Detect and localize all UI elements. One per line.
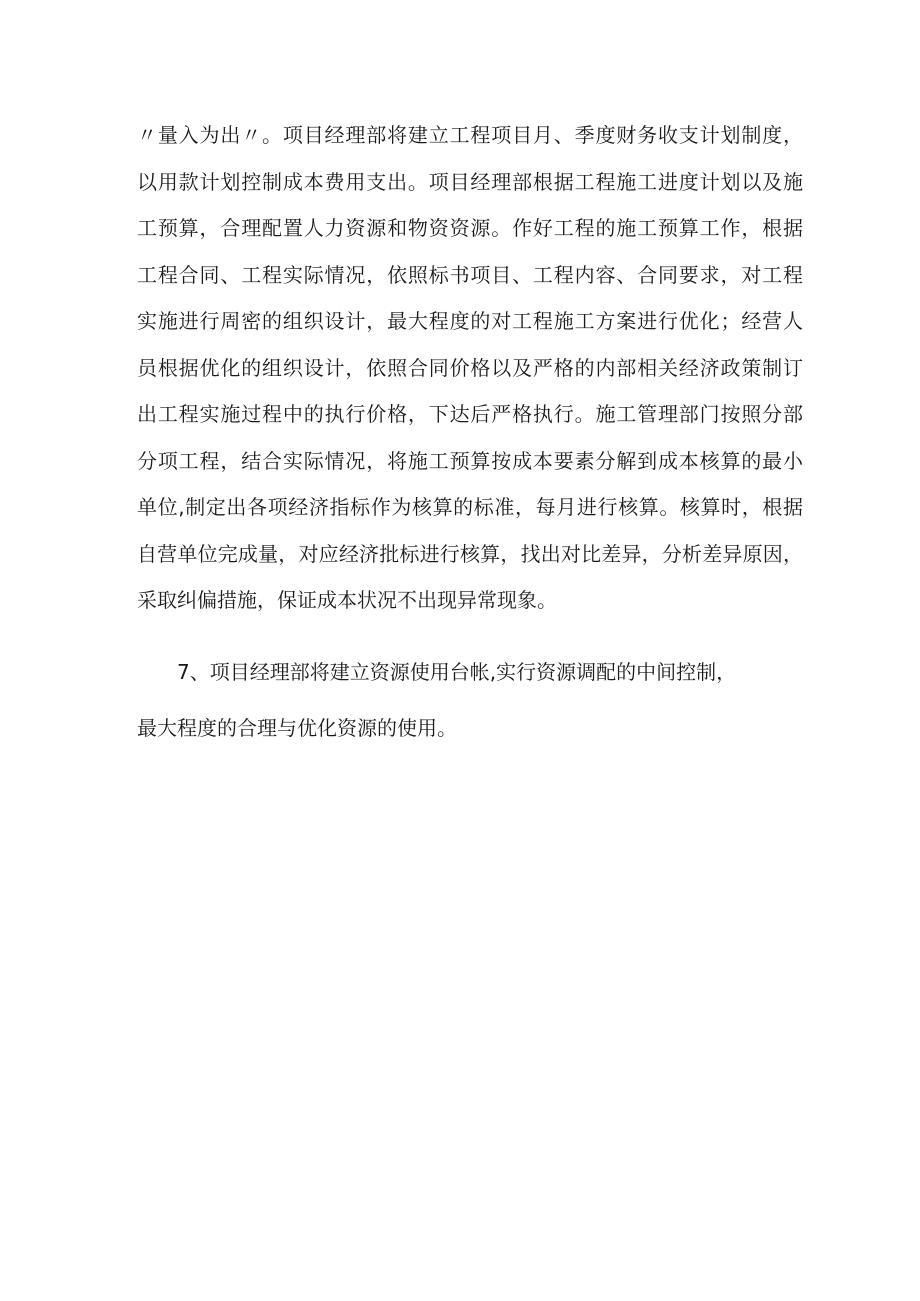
paragraph-line: 〃量入为出〃。项目经理部将建立工程项目月、季度财务收支计划制度， bbox=[137, 123, 803, 147]
paragraph-line: 最大程度的合理与优化资源的使用。 bbox=[137, 716, 457, 740]
paragraph-line: 自营单位完成量，对应经济批标进行核算，找出对比差异，分析差异原因， bbox=[137, 541, 803, 566]
paragraph-line: 实施进行周密的组织设计，最大程度的对工程施工方案进行优化；经营人 bbox=[137, 309, 803, 333]
paragraph-line: 分项工程，结合实际情况，将施工预算按成本要素分解到成本核算的最小 bbox=[137, 448, 803, 473]
paragraph-resource-control bbox=[137, 646, 803, 758]
paragraph-cost-control bbox=[137, 112, 803, 624]
paragraph-line-numbered: 7、项目经理部将建立资源使用台帐,实行资源调配的中间控制， bbox=[177, 660, 737, 684]
paragraph-line: 单位,制定出各项经济指标作为核算的标准，每月进行核算。核算时，根据 bbox=[137, 495, 803, 519]
paragraph-line: 员根据优化的组织设计，依照合同价格以及严格的内部相关经济政策制订 bbox=[137, 355, 803, 380]
paragraph-line: 工预算，合理配置人力资源和物资资源。作好工程的施工预算工作，根据 bbox=[137, 216, 803, 240]
paragraph-line: 工程合同、工程实际情况，依照标书项目、工程内容、合同要求，对工程 bbox=[137, 262, 803, 287]
paragraph-line: 采取纠偏措施，保证成本状况不出现异常现象。 bbox=[137, 588, 557, 612]
paragraph-line: 出工程实施过程中的执行价格，下达后严格执行。施工管理部门按照分部 bbox=[137, 402, 803, 426]
paragraph-line: 以用款计划控制成本费用支出。项目经理部根据工程施工进度计划以及施 bbox=[137, 169, 803, 194]
